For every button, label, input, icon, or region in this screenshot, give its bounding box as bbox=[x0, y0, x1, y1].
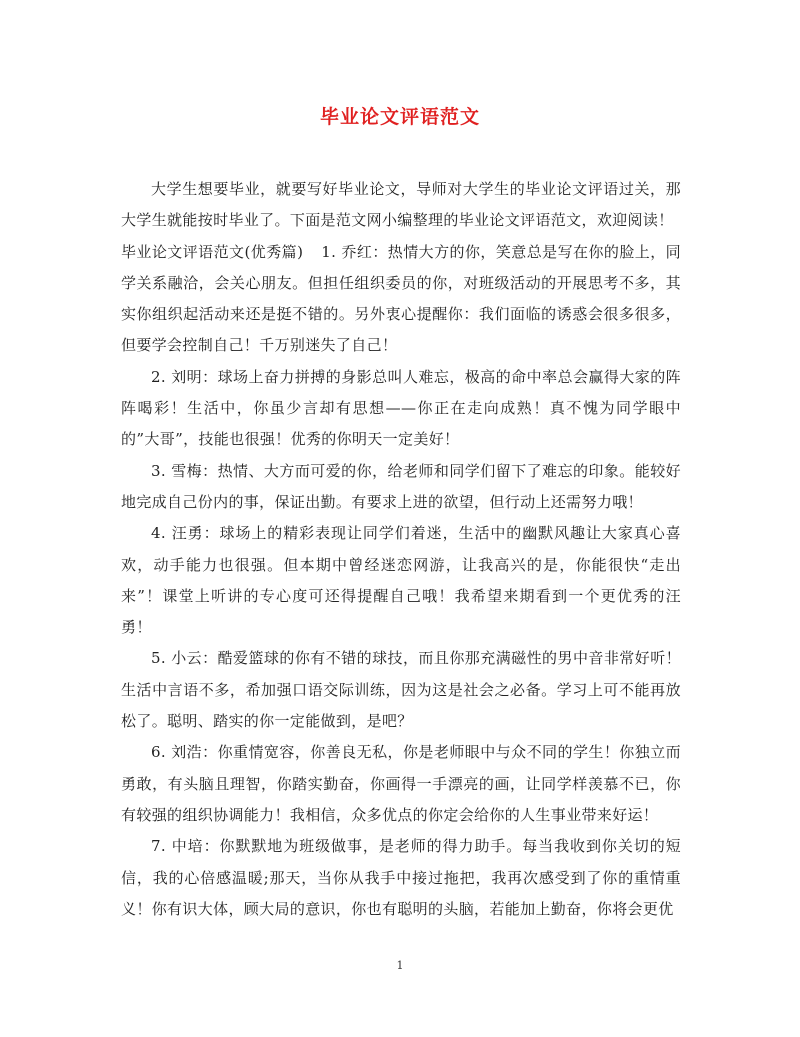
section-first-paragraph bbox=[121, 237, 681, 362]
comment-item-5: 5. 小云：酷爱篮球的你有不错的球技，而且你那充满磁性的男中音非常好听！生活中言语不多，希加强口语交际训练，因为这是社会之必备。学习上可不能再放松了。聪明、踏实的你一定能做到，是吧？ bbox=[121, 649, 681, 731]
comment-item-1: 1. 乔红：热情大方的你，笑意总是写在你的脸上，同学关系融洽，会关心朋友。但担任组织委员的你，对班级活动的开展思考不多，其实你组织起活动来还是挺不错的。另外衷心提醒你：我们面临的诱惑会很多很多，但要学会控制自己！千万别迷失了自己！ bbox=[121, 242, 681, 355]
intro-paragraph: 大学生想要毕业，就要写好毕业论文，导师对大学生的毕业论文评语过关，那大学生就能按时毕业了。下面是范文网小编整理的毕业论文评语范文，欢迎阅读！ bbox=[121, 180, 681, 230]
section-title: 毕业论文评语范文(优秀篇) bbox=[121, 242, 304, 261]
comment-item-3: 3. 雪梅：热情、大方而可爱的你，给老师和同学们留下了难忘的印象。能较好地完成自己份内的事，保证出勤。有要求上进的欲望，但行动上还需努力哦！ bbox=[121, 461, 681, 511]
page-number: 1 bbox=[396, 959, 404, 972]
comment-item-7: 7. 中培：你默默地为班级做事，是老师的得力助手。每当我收到你关切的短信，我的心倍感温暖;那天，当你从我手中接过拖把，我再次感受到了你的重情重义！你有识大体，顾大局的意识，你也有聪明的头脑，若能加上勤奋，你将会更优 bbox=[121, 837, 681, 918]
comment-item-6: 6. 刘浩：你重情宽容，你善良无私，你是老师眼中与众不同的学生！你独立而勇敢，有头脑且理智，你踏实勤奋，你画得一手漂亮的画，让同学样羡慕不已，你有较强的组织协调能力！我相信，众多优点的你定会给你的人生事业带来好运！ bbox=[121, 743, 681, 824]
document-title: 毕业论文评语范文 bbox=[319, 106, 480, 128]
document-body bbox=[121, 174, 681, 925]
comment-item-4: 4. 汪勇：球场上的精彩表现让同学们着迷，生活中的幽默风趣让大家真心喜欢，动手能力也很强。但本期中曾经迷恋网游，让我高兴的是，你能很快“走出来”！课堂上听讲的专心度可还得提醒自己哦！我希望来期看到一个更优秀的汪勇！ bbox=[121, 524, 681, 637]
comment-item-2: 2. 刘明：球场上奋力拼搏的身影总叫人难忘，极高的命中率总会赢得大家的阵阵喝彩！生活中，你虽少言却有思想——你正在走向成熟！真不愧为同学眼中的”大哥”，技能也很强！优秀的你明天一定美好！ bbox=[121, 367, 681, 449]
